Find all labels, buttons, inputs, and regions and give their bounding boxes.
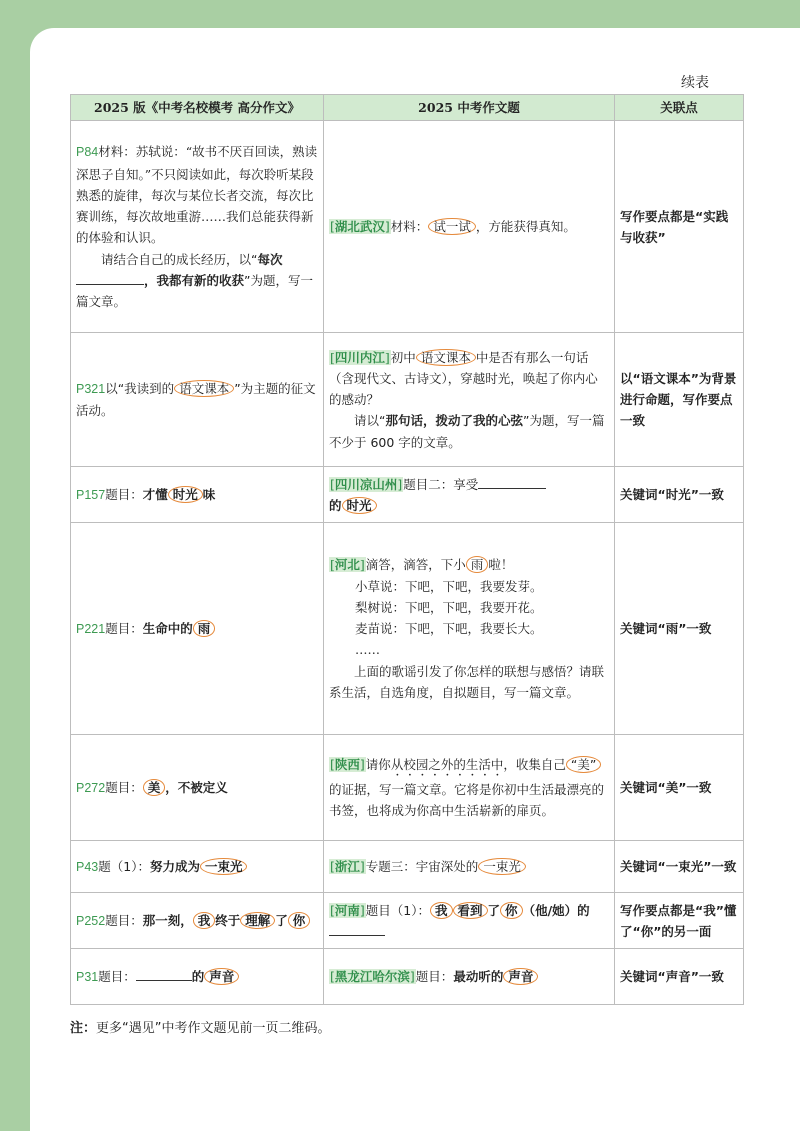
page-ref: P31 [76,969,99,984]
region-tag: [ 四川凉山州 ] [329,477,403,492]
book-prompt: 请结合自己的成长经历，以“每次 ，我都有新的收获”为题，写一篇文章。 [76,251,313,309]
blank-line [76,271,144,285]
keyword-circle: 声音 [503,968,538,985]
page-ref: P43 [76,859,99,874]
table-header-row [71,95,744,121]
page-ref: P272 [76,780,106,795]
exam-cell: [ 陕西 ] 请你从校园之外的生活中，收集自己 “美”的证据，写一篇文章。它将是你初中生活最漂亮的书签，也将成为你高中生活崭新的扉页。 [324,735,615,841]
emphasis-dots: 从校园之外的生活中 [390,757,504,772]
keyword-circle: 你 [500,902,523,919]
keyword-circle: 语文课本 [416,349,476,366]
keyword-circle: 雨 [193,620,216,637]
page-ref: P84 [76,145,99,160]
relation-cell: 以“语文课本”为背景进行命题，写作要点一致 [615,333,744,467]
keyword-circle: 雨 [466,556,489,573]
exam-cell: [ 四川凉山州 ] 题目二：享受 的 时光 [324,467,615,523]
keyword-circle: 一束光 [200,858,248,875]
region-tag: [ 河南 ] [329,903,366,918]
poem-line: …… [355,642,380,658]
exam-cell: [ 四川内江 ] 初中 语文课本 中是否有那么一句话（含现代文、古诗文），穿越时光，唤起了你内心的感动？ 请以“那句话，拨动了我的心弦”为题，写一篇不少于 600 字的文章。 [324,333,615,467]
keyword-circle: 语文课本 [174,380,234,397]
page-ref: P221 [76,621,106,636]
book-cell: P221题目：生命中的 雨 [71,523,324,735]
region-tag: [ 湖北武汉 ] [329,219,391,234]
region-tag: [ 陕西 ] [329,757,366,772]
column-header-book: 2025 版《中考名校模考 高分作文》 [71,95,324,121]
page-ref: P252 [76,913,106,928]
page-ref: P321 [76,382,106,396]
exam-cell: [ 河南 ] 题目（1）： 我 看到 了 你 （他/她）的 [324,893,615,949]
book-cell: P272题目： 美 ，不被定义 [71,735,324,841]
column-header-exam: 2025 中考作文题 [324,95,615,121]
relation-cell: 写作要点都是“我”懂了“你”的另一面 [615,893,744,949]
book-material: P84材料：苏轼说：“故书不厌百回读，熟读深思子自知。”不只阅读如此，每次聆听某段熟悉的旋律，每次与某位长者交流，每次比赛训练，每次故地重游……我们总能获得新的体验和认识。 [76,144,318,246]
region-tag: [ 四川内江 ] [329,350,391,365]
book-cell [71,121,324,333]
blank-line [136,967,192,981]
column-header-relation: 关联点 [615,95,744,121]
table-row [71,893,744,949]
table-row [71,949,744,1005]
table-row [71,467,744,523]
keyword-circle: 时光 [168,486,203,503]
footnote-label: 注： [70,1021,97,1036]
footnote [70,1017,331,1036]
keyword-circle: 理解 [240,912,275,929]
relation-cell: 关键词“一束光”一致 [615,841,744,893]
poem-line: 梨树说：下吧，下吧，我要开花。 [355,599,543,615]
relation-cell: 关键词“声音”一致 [615,949,744,1005]
keyword-circle: 一束光 [478,858,526,875]
book-cell: P252题目：那一刻， 我 终于 理解 了 你 [71,893,324,949]
exam-cell: [ 湖北武汉 ] 材料： 试一试 ，方能获得真知。 [324,121,615,333]
exam-cell: [ 河北 ] 滴答，滴答，下小 雨 啦！ 小草说：下吧，下吧，我要发芽。 梨树说：下吧，下吧，我要开花。 麦苗说：下吧，下吧，我要长大。 …… 上面的歌谣引发了你怎样的联想与感悟？请联系生活，自选角度，自拟题目，写一篇文章。 [324,523,615,735]
exam-cell: [ 黑龙江哈尔滨 ] 题目：最动听的 声音 [324,949,615,1005]
relation-cell: 关键词“时光”一致 [615,467,744,523]
region-tag: [ 浙江 ] [329,859,366,874]
relation-cell: 写作要点都是“实践与收获” [615,121,744,333]
poem-line: 小草说：下吧，下吧，我要发芽。 [355,578,543,594]
table-row [71,333,744,467]
continued-label: 续表 [681,75,709,91]
blank-line [329,922,385,936]
keyword-circle: 时光 [342,497,377,514]
table-row [71,841,744,893]
keyword-circle: 声音 [204,968,239,985]
keyword-circle: 我 [430,902,453,919]
region-tag: [ 河北 ] [329,557,366,572]
book-cell: P31题目： 的 声音 [71,949,324,1005]
keyword-circle: 试一试 [428,218,476,235]
footnote-text: 更多“遇见”中考作文题见前一页二维码。 [96,1021,331,1036]
keyword-circle: 看到 [453,902,488,919]
region-tag: [ 黑龙江哈尔滨 ] [329,969,416,984]
keyword-circle: 美 [143,779,166,796]
table-row [71,523,744,735]
book-cell: P43题（1）：努力成为 一束光 [71,841,324,893]
book-cell: P321以“我读到的 语文课本 ”为主题的征文活动。 [71,333,324,467]
exam-cell: [ 浙江 ] 专题三：宇宙深处的 一束光 [324,841,615,893]
blank-line [478,475,546,489]
relation-cell: 关键词“雨”一致 [615,523,744,735]
relation-cell: 关键词“美”一致 [615,735,744,841]
table-row [71,121,744,333]
page-ref: P157 [76,487,106,502]
keyword-circle: “美” [566,756,601,773]
book-cell: P157题目：才懂 时光 味 [71,467,324,523]
table-row [71,735,744,841]
poem-line: 麦苗说：下吧，下吧，我要长大。 [355,621,543,637]
essay-comparison-table [70,94,744,1005]
keyword-circle: 你 [288,912,311,929]
keyword-circle: 我 [193,912,216,929]
